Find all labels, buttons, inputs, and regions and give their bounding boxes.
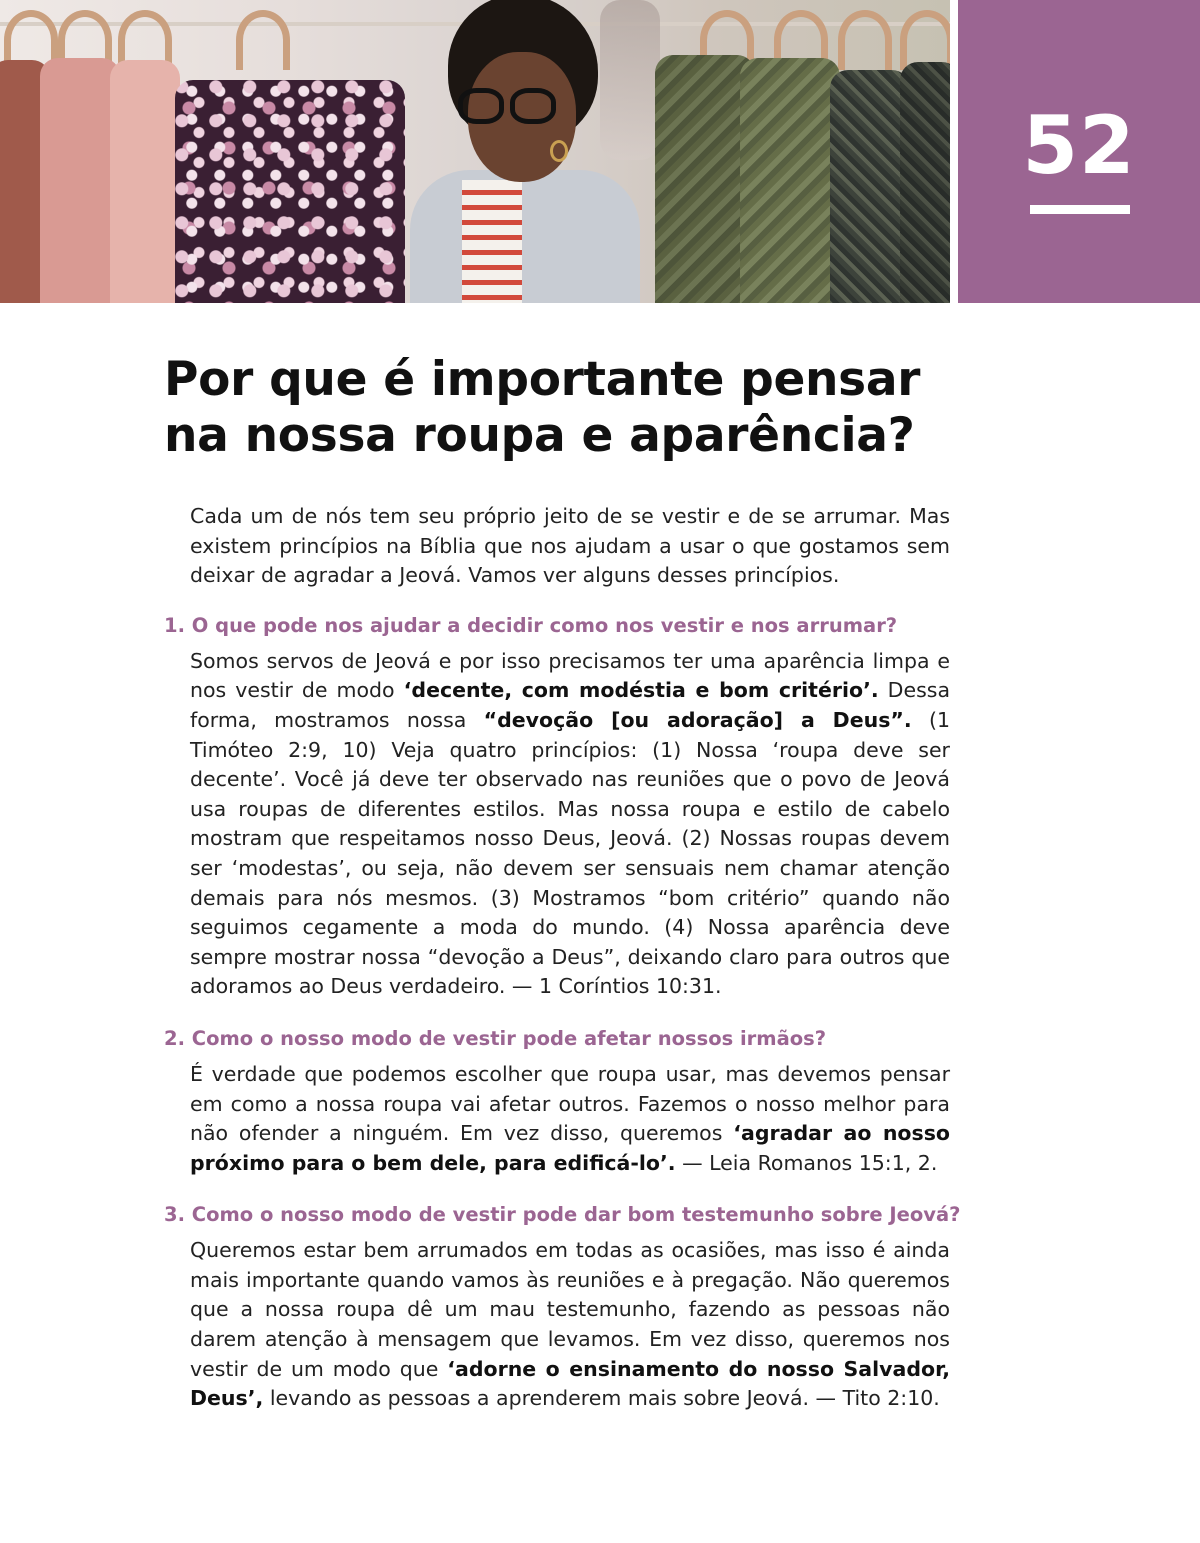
garment-floral (175, 80, 405, 303)
garment (40, 58, 120, 303)
scripture-quote: ‘decente, com modéstia e bom critério’. (403, 678, 879, 703)
title-line-2: na nossa roupa e aparência? (164, 408, 915, 463)
article-body (164, 502, 964, 1414)
hanger-icon (900, 10, 950, 70)
scripture-quote: “devoção [ou adoração] a Deus”. (483, 707, 912, 732)
question-1: 1. O que pode nos ajudar a decidir como nos vestir e nos arrumar? (164, 613, 898, 637)
chapter-underline (1030, 205, 1130, 214)
earring-icon (550, 140, 568, 162)
header-photo (0, 0, 950, 303)
woman-figure (400, 0, 650, 303)
question-2: 2. Como o nosso modo de vestir pode afetar nossos irmãos? (164, 1026, 827, 1050)
glasses-icon (458, 88, 504, 124)
garment (900, 62, 950, 303)
scripture-quote: ‘agradar ao nosso próximo para o bem dele, para edificá-lo’. (190, 1121, 950, 1175)
hanger-icon (236, 10, 290, 70)
answer-2: É verdade que podemos escolher que roupa usar, mas devemos pensar em como a nossa roupa vai afetar outros. Fazemos o nosso melhor para não ofender a ninguém. Em vez disso, queremos ‘agradar ao nosso próximo para o bem dele, para edificá-lo’. — Leia Romanos 15:1, 2. (190, 1061, 950, 1175)
hanger-icon (838, 10, 892, 70)
answer-1: Somos servos de Jeová e por isso precisamos ter uma aparência limpa e nos vestir de modo ‘decente, com modéstia e bom critério’. Dessa forma, mostramos nossa “devoção [ou adoração] a Deus”. (1 Timóteo 2:9, 10) Veja quatro princípios: (1) Nossa ‘roupa deve ser decente’. Você já deve ter observado nas reuniões que o povo de Jeová usa roupas de diferentes estilos. Mas nossa roupa e estilo de cabelo mostram que respeitamos nosso Deus, Jeová. (2) Nossas roupas devem ser ‘modestas’, ou seja, não devem ser sensuais nem chamar atenção demais para nós mesmos. (3) Mostramos “bom critério” quando não seguimos cegamente a moda do mundo. (4) Nossa aparência deve sempre mostrar nossa “devoção a Deus”, deixando claro para outros que adoramos ao Deus verdadeiro. — 1 Coríntios 10:31. (190, 648, 951, 999)
glasses-icon (510, 88, 556, 124)
chapter-number: 52 (1022, 99, 1136, 192)
chapter-tab (958, 0, 1200, 303)
garment (740, 58, 840, 303)
garment (110, 60, 180, 303)
page-title (164, 352, 984, 464)
intro-paragraph: Cada um de nós tem seu próprio jeito de se vestir e de se arrumar. Mas existem princípios na Bíblia que nos ajudam a usar o que gostamos sem deixar de agradar a Jeová. Vamos ver alguns desses princípios. (190, 504, 950, 588)
answer-3: Queremos estar bem arrumados em todas as ocasiões, mas isso é ainda mais importante quando vamos às reuniões e à pregação. Não queremos que a nossa roupa dê um mau testemunho, fazendo as pessoas não darem atenção à mensagem que levamos. Em vez disso, queremos nos vestir de um modo que ‘adorne o ensinamento do nosso Salvador, Deus’, levando as pessoas a aprenderem mais sobre Jeová. — Tito 2:10. (190, 1238, 950, 1411)
garment (830, 70, 910, 303)
question-3: 3. Como o nosso modo de vestir pode dar bom testemunho sobre Jeová? (164, 1203, 961, 1227)
title-line-1: Por que é importante pensar (164, 352, 921, 407)
scripture-quote: ‘adorne o ensinamento do nosso Salvador, Deus’, (190, 1356, 950, 1411)
